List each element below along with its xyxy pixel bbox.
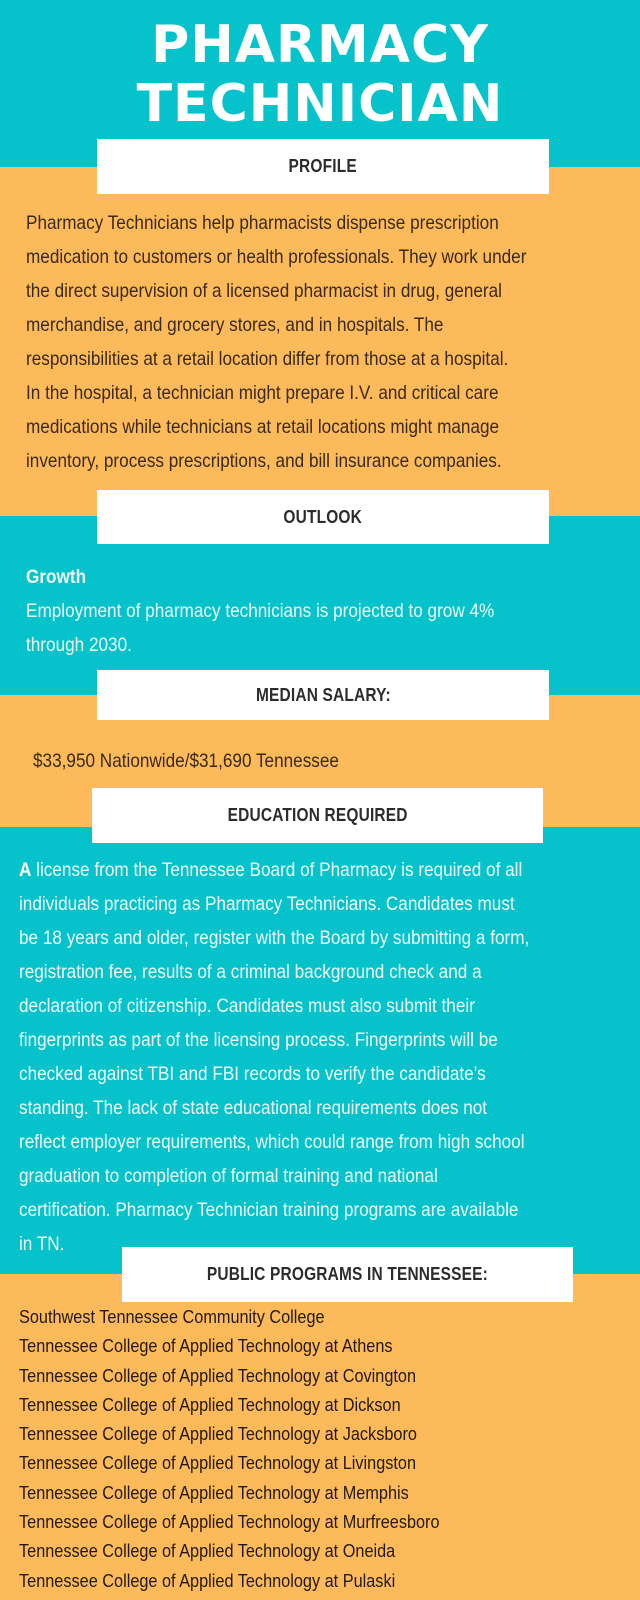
outlook-text xyxy=(26,560,558,662)
salary-heading-box xyxy=(97,670,549,720)
profile-line: inventory, process prescriptions, and bill insurance companies. xyxy=(26,450,502,472)
profile-line: merchandise, and grocery stores, and in hospitals. The xyxy=(26,314,444,336)
program-item: Tennessee College of Applied Technology at Oneida xyxy=(19,1540,396,1562)
education-line: registration fee, results of a criminal background check and a xyxy=(19,961,482,983)
outlook-heading-box xyxy=(97,490,549,544)
education-line: standing. The lack of state educational requirements does not xyxy=(19,1097,488,1119)
education-line: be 18 years and older, register with the Board by submitting a form, xyxy=(19,927,530,949)
program-item: Tennessee College of Applied Technology at Covington xyxy=(19,1364,417,1386)
education-line: in TN. xyxy=(19,1233,65,1255)
education-line: declaration of citizenship. Candidates must also submit their xyxy=(19,995,475,1017)
profile-line: In the hospital, a technician might prepare I.V. and critical care xyxy=(26,382,499,404)
programs-heading: PUBLIC PROGRAMS IN TENNESSEE: xyxy=(206,1264,489,1284)
education-line-text: license from the Tennessee Board of Pharmacy is required of all xyxy=(31,859,523,881)
profile-line: the direct supervision of a licensed pharmacist in drug, general xyxy=(26,280,502,302)
program-item: Tennessee College of Applied Technology at Pulaski xyxy=(19,1569,396,1591)
education-heading: EDUCATION REQUIRED xyxy=(227,805,408,825)
education-heading-box xyxy=(92,788,543,843)
program-item: Tennessee College of Applied Technology at Livingston xyxy=(19,1452,417,1474)
programs-heading-box xyxy=(122,1247,573,1302)
education-first-word: A xyxy=(19,859,32,881)
education-line: certification. Pharmacy Technician training programs are available xyxy=(19,1199,519,1221)
profile-line: medications while technicians at retail locations might manage xyxy=(26,416,500,438)
salary-text xyxy=(33,744,381,778)
program-item: Tennessee College of Applied Technology at Athens xyxy=(19,1335,393,1357)
profile-heading: PROFILE xyxy=(288,156,358,176)
profile-line: medication to customers or health professionals. They work under xyxy=(26,246,527,268)
salary-value: $33,950 Nationwide/$31,690 Tennessee xyxy=(33,750,339,772)
profile-text xyxy=(26,206,595,478)
outlook-line: through 2030. xyxy=(26,634,132,656)
profile-line: Pharmacy Technicians help pharmacists dispense prescription xyxy=(26,212,499,234)
education-line: reflect employer requirements, which could range from high school xyxy=(19,1131,525,1153)
outlook-line: Employment of pharmacy technicians is projected to grow 4% xyxy=(26,600,495,622)
outlook-heading: OUTLOOK xyxy=(283,506,363,527)
education-text xyxy=(19,853,599,1261)
programs-list xyxy=(19,1302,497,1595)
education-line xyxy=(19,853,529,887)
profile-line: responsibilities at a retail location differ from those at a hospital. xyxy=(26,348,509,370)
program-item: Tennessee College of Applied Technology at Memphis xyxy=(19,1481,409,1503)
program-item: Tennessee College of Applied Technology at Dickson xyxy=(19,1393,401,1415)
page-title-line2: TECHNICIAN xyxy=(136,74,504,134)
program-item: Tennessee College of Applied Technology at Murfreesboro xyxy=(19,1511,440,1533)
education-line: graduation to completion of formal training and national xyxy=(19,1165,438,1187)
education-line: checked against TBI and FBI records to verify the candidate’s xyxy=(19,1063,486,1085)
program-item: Tennessee College of Applied Technology at Jacksboro xyxy=(19,1423,417,1445)
profile-heading-box xyxy=(97,139,549,194)
education-line: fingerprints as part of the licensing process. Fingerprints will be xyxy=(19,1029,498,1051)
growth-label: Growth xyxy=(26,566,87,588)
page-title-line1: PHARMACY xyxy=(151,15,489,75)
education-line: individuals practicing as Pharmacy Technicians. Candidates must xyxy=(19,893,515,915)
salary-heading: MEDIAN SALARY: xyxy=(255,684,391,705)
program-item: Southwest Tennessee Community College xyxy=(19,1306,325,1327)
